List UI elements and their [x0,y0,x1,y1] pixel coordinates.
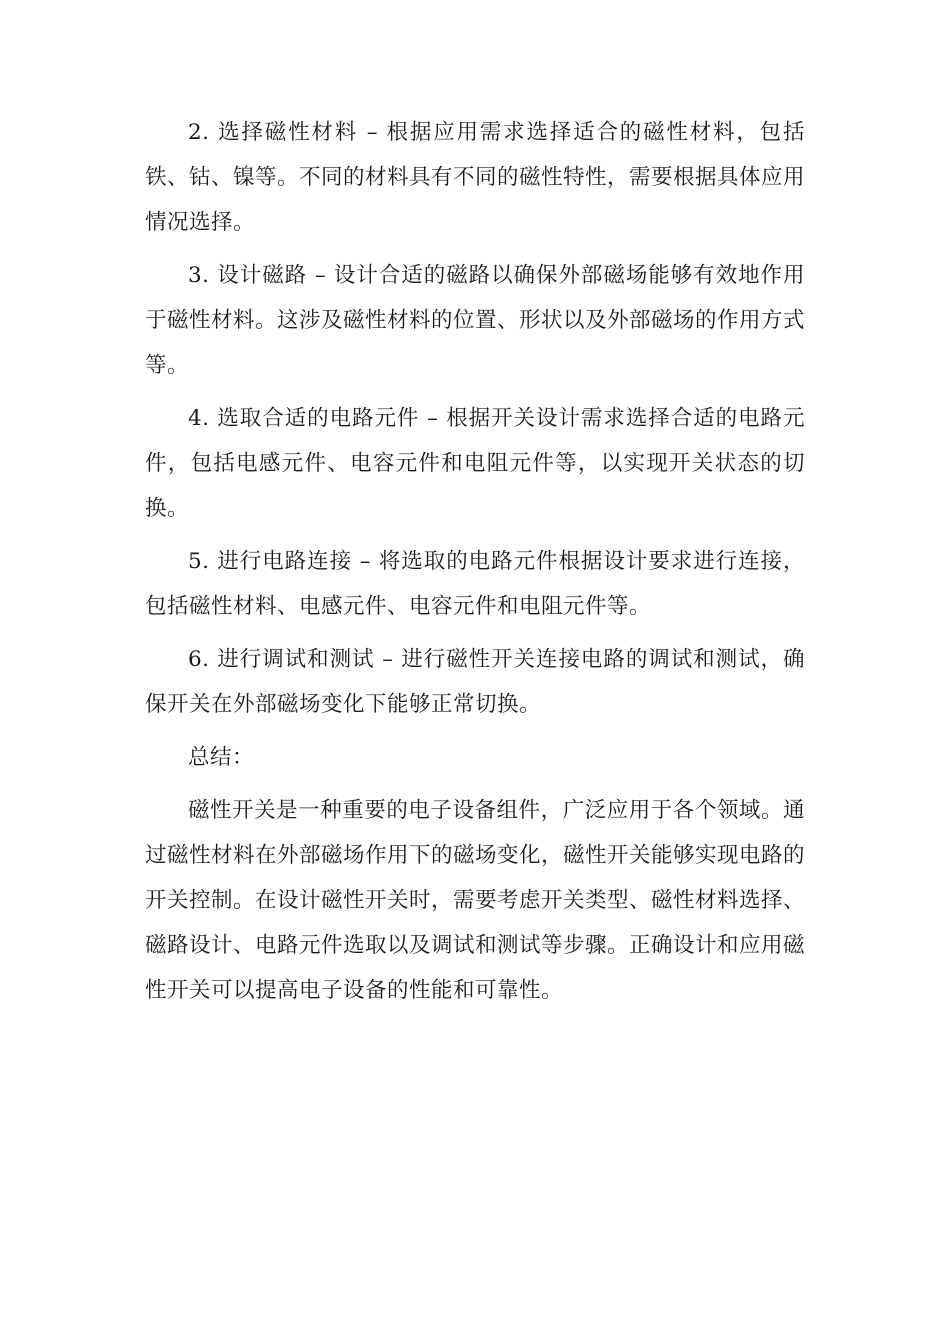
step-2-paragraph: 2. 选择磁性材料 – 根据应用需求选择适合的磁性材料，包括铁、钴、镍等。不同的材料具有不同的磁性特性，需要根据具体应用情况选择。 [145,120,806,235]
step-5-paragraph: 5. 进行电路连接 – 将选取的电路元件根据设计要求进行连接，包括磁性材料、电感元件、电容元件和电阻元件等。 [145,549,805,619]
summary-paragraph: 磁性开关是一种重要的电子设备组件，广泛应用于各个领域。通过磁性材料在外部磁场作用下的磁场变化，磁性开关能够实现电路的开关控制。在设计磁性开关时，需要考虑开关类型、磁性材料选择、磁路设计、电路元件选取以及调试和测试等步骤。正确设计和应用磁性开关可以提高电子设备的性能和可靠性。 [145,798,806,1003]
summary-heading: 总结： [188,745,255,770]
step-3-paragraph: 3. 设计磁路 – 设计合适的磁路以确保外部磁场能够有效地作用于磁性材料。这涉及磁性材料的位置、形状以及外部磁场的作用方式等。 [145,263,806,378]
step-6-paragraph: 6. 进行调试和测试 – 进行磁性开关连接电路的调试和测试，确保开关在外部磁场变化下能够正常切换。 [145,647,805,717]
step-4-paragraph: 4. 选取合适的电路元件 – 根据开关设计需求选择合适的电路元件，包括电感元件、电容元件和电阻元件等，以实现开关状态的切换。 [145,406,805,521]
document-body [145,110,805,1021]
